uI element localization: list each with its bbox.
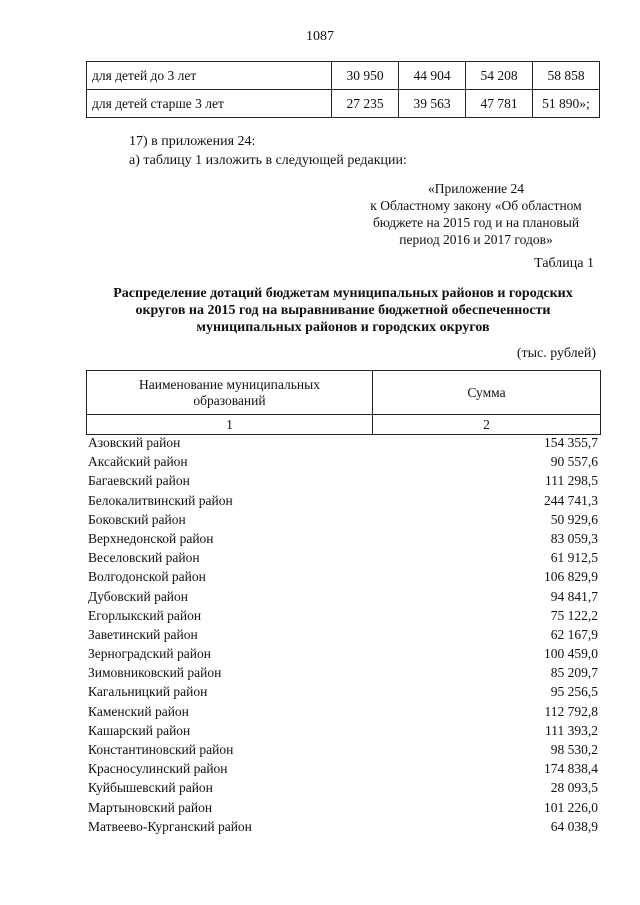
table-row [88, 567, 598, 586]
municipality-name: Куйбышевский район [88, 780, 213, 796]
column-header-amount: Сумма [373, 371, 601, 415]
appendix-line: «Приложение 24 [427, 181, 525, 196]
table-row [88, 471, 598, 490]
amount-value: 50 929,6 [550, 511, 598, 527]
amount-value: 62 167,9 [550, 626, 598, 642]
cell-value: 39 563 [399, 90, 466, 118]
amount-value: 154 355,7 [544, 435, 598, 450]
amount-value: 61 912,5 [550, 550, 598, 566]
municipality-name: Красносулинский район [88, 761, 228, 777]
municipality-name: Аксайский район [88, 454, 188, 470]
municipality-name: Матвеево-Курганский район [88, 818, 252, 834]
cell-value: 44 904 [399, 62, 466, 90]
table-row [88, 778, 598, 797]
table-row [88, 587, 598, 606]
appendix-line: к Областному закону «Об областном [370, 198, 582, 213]
main-table-body [88, 433, 598, 836]
table-heading [86, 285, 600, 336]
cell-value: 51 890»; [533, 90, 600, 118]
table-row [88, 798, 598, 817]
instruction-item-17: 17) в приложения 24: [129, 134, 256, 149]
amount-value: 94 841,7 [550, 588, 598, 604]
cell-value: 30 950 [332, 62, 399, 90]
cell-value: 54 208 [466, 62, 533, 90]
table-row [88, 491, 598, 510]
table-row [88, 644, 598, 663]
main-table-header [86, 370, 601, 435]
table-row [87, 62, 600, 90]
heading-line: округов на 2015 год на выравнивание бюджетной обеспеченности [135, 303, 551, 318]
heading-line: Распределение дотаций бюджетам муниципальных районов и городских [113, 286, 573, 301]
amount-value: 90 557,6 [550, 454, 598, 470]
municipality-name: Кагальницкий район [88, 684, 208, 700]
instruction-item-a: а) таблицу 1 изложить в следующей редакции: [129, 153, 407, 168]
benefits-table [86, 61, 600, 118]
municipality-name: Верхнедонской район [88, 530, 214, 546]
amount-value: 85 209,7 [550, 665, 598, 681]
amount-value: 106 829,9 [544, 569, 598, 585]
municipality-name: Багаевский район [88, 473, 190, 489]
amount-value: 75 122,2 [550, 607, 598, 623]
table-row [88, 740, 598, 759]
municipality-name: Волгодонской район [88, 569, 206, 585]
amount-value: 174 838,4 [544, 761, 598, 777]
table-row [88, 817, 598, 836]
municipality-name: Белокалитвинский район [88, 492, 233, 508]
table-row [88, 452, 598, 471]
amount-value: 244 741,3 [544, 492, 598, 508]
table-row [88, 682, 598, 701]
amount-value: 101 226,0 [544, 799, 598, 815]
amount-value: 64 038,9 [550, 818, 598, 834]
table-row [88, 759, 598, 778]
amount-value: 111 298,5 [545, 473, 598, 489]
municipality-name: Каменский район [88, 703, 189, 719]
amount-value: 98 530,2 [550, 742, 598, 757]
row-label: для детей до 3 лет [87, 62, 332, 90]
table-row [88, 663, 598, 682]
appendix-line: бюджете на 2015 год и на плановый [372, 215, 580, 230]
table-row [88, 721, 598, 740]
column-number: 1 [87, 415, 373, 435]
municipality-name: Дубовский район [88, 588, 189, 604]
cell-value: 47 781 [466, 90, 533, 118]
municipality-name: Заветинский район [88, 626, 198, 642]
municipality-name: Азовский район [88, 435, 181, 450]
amount-value: 83 059,3 [550, 530, 598, 546]
header-row [87, 371, 601, 415]
municipality-name: Егорлыкский район [88, 607, 202, 623]
cell-value: 58 858 [533, 62, 600, 90]
table-row [88, 606, 598, 625]
column-header-name: Наименование муниципальных образований [87, 371, 373, 415]
amount-value: 95 256,5 [550, 684, 598, 700]
table-row [88, 702, 598, 721]
municipality-name: Кашарский район [88, 722, 191, 738]
table-row [88, 433, 598, 452]
municipality-name: Константиновский район [88, 742, 234, 757]
amount-value: 100 459,0 [544, 646, 598, 662]
amount-value: 111 393,2 [545, 722, 598, 738]
municipality-name: Зерноградский район [88, 646, 211, 662]
table-row [87, 90, 600, 118]
page-number: 1087 [306, 29, 334, 44]
municipality-name: Веселовский район [88, 550, 200, 566]
municipality-name: Зимовниковский район [88, 665, 222, 681]
table-row [88, 548, 598, 567]
amount-value: 28 093,5 [550, 780, 598, 796]
appendix-reference [336, 180, 616, 248]
column-numbers-row [87, 415, 601, 435]
table-row [88, 529, 598, 548]
municipality-name: Мартыновский район [88, 799, 213, 815]
column-number: 2 [373, 415, 601, 435]
row-label: для детей старше 3 лет [87, 90, 332, 118]
table-row [88, 625, 598, 644]
units-label: (тыс. рублей) [516, 346, 596, 361]
table-row [88, 510, 598, 529]
cell-value: 27 235 [332, 90, 399, 118]
table-number: Таблица 1 [534, 256, 594, 271]
heading-line: муниципальных районов и городских округов [196, 320, 490, 335]
municipality-name: Боковский район [88, 511, 186, 527]
appendix-line: период 2016 и 2017 годов» [399, 232, 553, 247]
amount-value: 112 792,8 [544, 703, 598, 719]
